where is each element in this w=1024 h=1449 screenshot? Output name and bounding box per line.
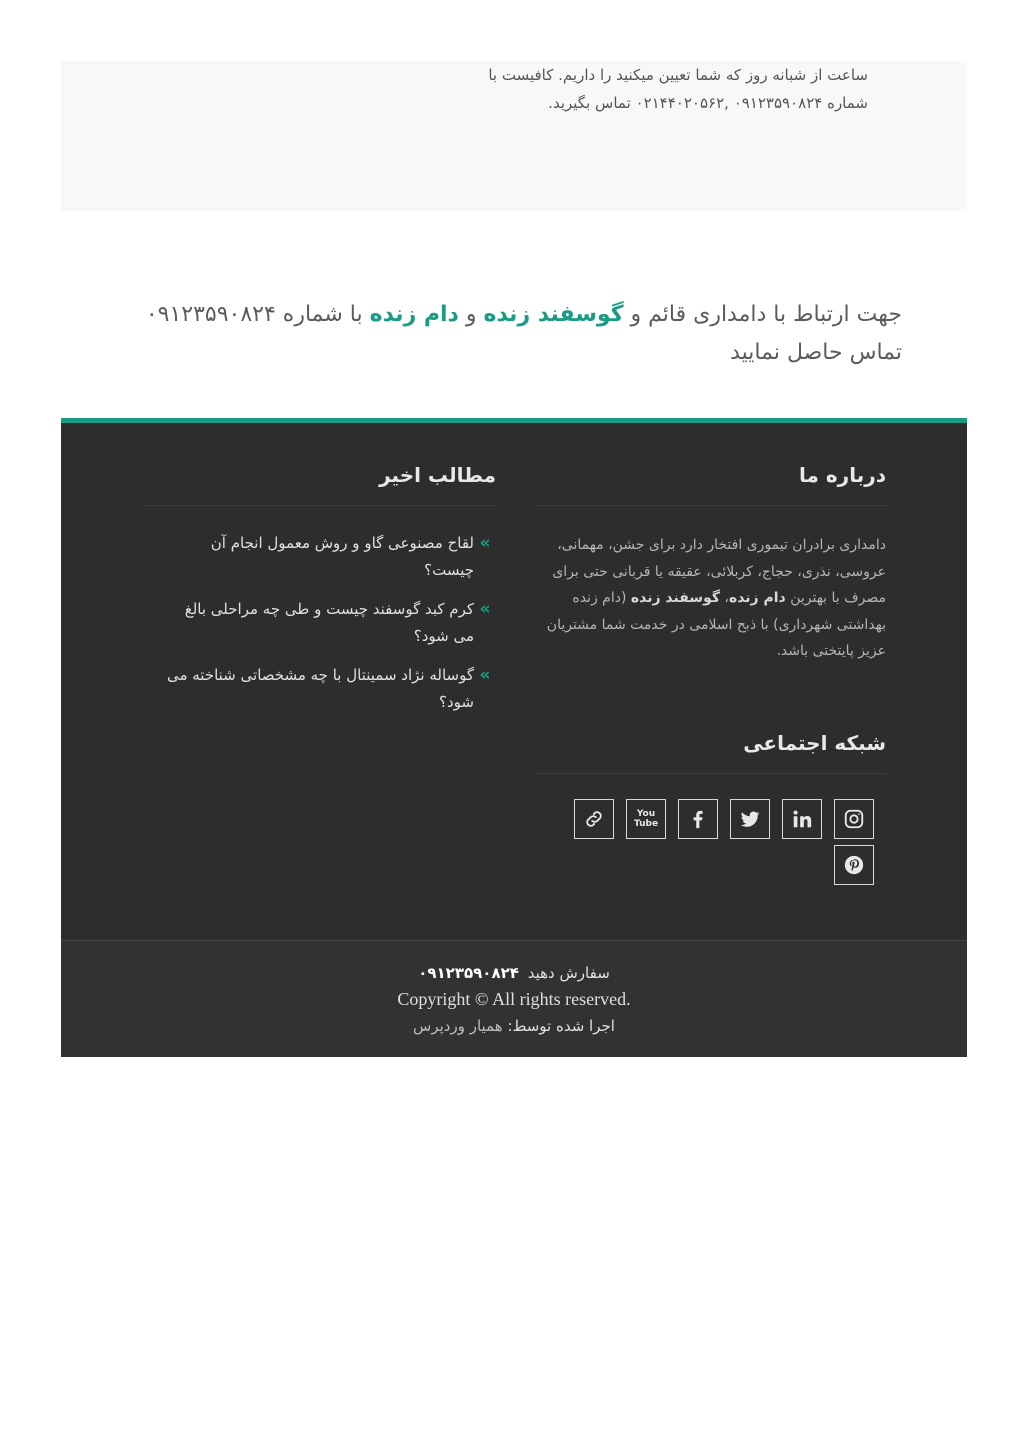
recent-posts-widget [144,463,496,728]
credit-label: اجرا شده توسط: [507,1017,615,1035]
youtube-button[interactable] [626,799,666,839]
about-text-3: (دام زنده بهداشتی شهرداری) با ذبح اسلامی در خدمت شما مشتریان عزیز پایتختی باشد. [546,590,886,659]
double-chevron-icon: » [479,533,491,553]
recent-post-link[interactable]: لقاح مصنوعی گاو و روش معمول انجام آن چیست؟ [210,534,474,579]
social-links [544,799,874,885]
double-chevron-icon: » [479,665,491,685]
list-item [166,662,496,716]
copyright-text: Copyright © All rights reserved. [397,989,631,1009]
about-keyword-livestock: دام زنده [728,590,786,606]
contact-callout-text-3: با شماره ۰۹۱۲۳۵۹۰۸۲۴ تماس حاصل نمایید [145,302,902,365]
site-footer [61,418,967,1057]
live-sheep-keyword[interactable]: گوسفند زنده [483,302,624,327]
contact-callout-text-2: و [458,302,484,327]
youtube-icon [634,809,658,829]
live-livestock-keyword[interactable]: دام زنده [369,302,459,327]
pinterest-button[interactable] [834,845,874,885]
order-label: سفارش دهید [527,964,610,982]
youtube-icon-line-2: Tube [633,818,659,829]
link-icon [583,808,605,830]
facebook-icon [687,808,709,830]
about-widget [534,463,886,885]
contact-info-text [428,61,868,117]
linkedin-button[interactable] [782,799,822,839]
footer-bottom-bar [61,940,967,1057]
list-item [166,530,496,584]
about-text-1: دامداری برادران تیموری افتخار دارد برای جشن، مهمانی، عروسی، نذری، حجاج، کربلائی، عقیقه یا قربانی حتی برای مصرف با بهترین [552,537,886,606]
contact-callout-text-1: جهت ارتباط با دامداری قائم و [623,302,902,327]
contact-info-line-2: شماره ۰۹۱۲۳۵۹۰۸۲۴ ,۰۲۱۴۴۰۲۰۵۶۲ تماس بگیرید. [548,94,868,112]
twitter-button[interactable] [730,799,770,839]
social-title: شبکه اجتماعی [534,731,886,774]
order-line [61,960,967,986]
credit-line [61,1012,967,1040]
twitter-icon [739,808,761,830]
pinterest-icon [843,854,865,876]
contact-info-line-1: ساعت از شبانه روز که شما تعیین میکنید را داریم. کافیست با [488,66,868,84]
about-keyword-sheep: گوسفند زنده [630,590,720,606]
about-title: درباره ما [534,463,886,506]
linkedin-icon [791,808,813,830]
instagram-button[interactable] [834,799,874,839]
facebook-button[interactable] [678,799,718,839]
recent-posts-title: مطالب اخیر [144,463,496,506]
recent-post-link[interactable]: گوساله نژاد سمینتال با چه مشخصاتی شناخته می شود؟ [166,666,474,711]
credit-link[interactable]: همیار وردپرس [413,1017,503,1035]
link-button[interactable] [574,799,614,839]
instagram-icon [843,808,865,830]
about-text [534,532,886,665]
double-chevron-icon: » [479,599,491,619]
recent-posts-list [144,530,496,716]
list-item [166,596,496,650]
order-phone[interactable]: ۰۹۱۲۳۵۹۰۸۲۴ [418,964,519,982]
recent-post-link[interactable]: کرم کبد گوسفند چیست و طی چه مراحلی بالغ می شود؟ [184,600,474,645]
about-text-2: ، [719,590,729,606]
youtube-icon-line-1: You [636,808,656,819]
contact-callout [120,296,902,372]
contact-info-box [61,61,967,211]
